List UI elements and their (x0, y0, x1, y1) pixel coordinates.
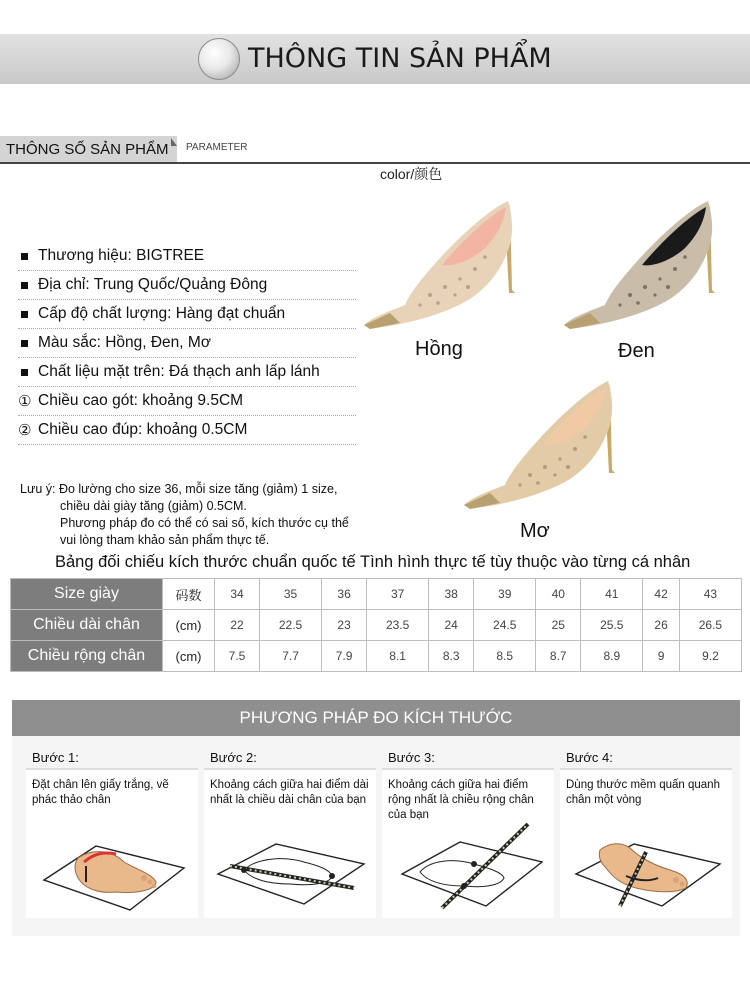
table-cell: 26.5 (679, 610, 741, 641)
spec-text: Thương hiệu: BIGTREE (38, 247, 205, 264)
square-bullet-icon (21, 369, 28, 376)
table-row (11, 610, 742, 641)
shoe-pink-image (360, 195, 530, 335)
parameter-subtitle: PARAMETER (186, 142, 248, 153)
table-cell: 25.5 (581, 610, 643, 641)
table-cell: 35 (260, 579, 322, 610)
step-title: Bước 2: (210, 750, 257, 765)
table-cell: 9.2 (679, 641, 741, 672)
step-3 (382, 748, 554, 918)
spec-row (18, 242, 356, 271)
table-cell: 9 (643, 641, 680, 672)
foot-outline-illustration (26, 818, 198, 918)
table-cell: 8.1 (367, 641, 429, 672)
row-unit: (cm) (163, 610, 215, 641)
square-bullet-icon (21, 311, 28, 318)
note-line: chiều dài giày tăng (giảm) 0.5CM. (60, 499, 247, 513)
step-title: Bước 4: (566, 750, 613, 765)
spec-text: Chiều cao gót: khoảng 9.5CM (38, 392, 244, 409)
step-title: Bước 3: (388, 750, 435, 765)
method-title: PHƯƠNG PHÁP ĐO KÍCH THƯỚC (12, 700, 740, 736)
square-bullet-icon (21, 340, 28, 347)
parameter-header (0, 136, 750, 164)
table-cell: 7.9 (322, 641, 367, 672)
table-cell: 7.5 (215, 641, 260, 672)
table-cell: 22.5 (260, 610, 322, 641)
table-row (11, 641, 742, 672)
spec-list (18, 242, 356, 445)
table-cell: 7.7 (260, 641, 322, 672)
step-2 (204, 748, 376, 918)
table-cell: 26 (643, 610, 680, 641)
step-card (26, 768, 198, 918)
table-cell: 23.5 (367, 610, 429, 641)
note-line: Phương pháp đo có thể có sai số, kích thước cụ thể (60, 516, 349, 530)
square-bullet-icon (21, 282, 28, 289)
spec-number: ② (18, 422, 32, 439)
table-cell: 36 (322, 579, 367, 610)
table-cell: 37 (367, 579, 429, 610)
spec-text: Địa chỉ: Trung Quốc/Quảng Đông (38, 276, 268, 293)
color-name: Đen (618, 340, 655, 362)
square-bullet-icon (21, 253, 28, 260)
step-4 (560, 748, 732, 918)
divider (0, 162, 750, 164)
spec-text: Chiều cao đúp: khoảng 0.5CM (38, 421, 248, 438)
spec-text: Cấp độ chất lượng: Hàng đạt chuẩn (38, 305, 286, 322)
table-cell: 42 (643, 579, 680, 610)
spec-row (18, 416, 356, 445)
step-card (382, 768, 554, 918)
spec-row (18, 271, 356, 300)
spec-text: Chất liệu mặt trên: Đá thạch anh lấp lánh (38, 363, 320, 380)
step-text: Khoảng cách giữa hai điểm rộng nhất là chiều rộng chân của bạn (388, 779, 534, 821)
color-name: Hồng (415, 338, 463, 360)
spec-number: ① (18, 393, 32, 410)
note-line: vui lòng tham khảo sản phẩm thực tế. (60, 533, 270, 547)
parameter-title: THÔNG SỐ SẢN PHẨM (0, 136, 177, 164)
table-cell: 8.3 (429, 641, 474, 672)
table-cell: 43 (679, 579, 741, 610)
shoe-apricot-image (460, 375, 630, 515)
table-cell: 34 (215, 579, 260, 610)
spec-row (18, 358, 356, 387)
step-1 (26, 748, 198, 918)
shoe-black-image (560, 195, 730, 335)
circle-icon (198, 38, 240, 80)
spec-row (18, 329, 356, 358)
step-card (560, 768, 732, 918)
table-cell: 24 (429, 610, 474, 641)
table-cell: 40 (536, 579, 581, 610)
size-chart-title: Bảng đối chiếu kích thước chuẩn quốc tế Tình hình thực tế tùy thuộc vào từng cá nhân (55, 553, 691, 571)
color-label: color/颜色 (380, 166, 443, 182)
step-text: Dùng thước mềm quấn quanh chân một vòng (566, 779, 720, 806)
row-unit: (cm) (163, 641, 215, 672)
table-cell: 22 (215, 610, 260, 641)
step-title: Bước 1: (32, 750, 79, 765)
foot-tape-illustration (560, 818, 732, 918)
step-card (204, 768, 376, 918)
row-unit: 码数 (163, 579, 215, 610)
table-cell: 23 (322, 610, 367, 641)
table-cell: 8.5 (474, 641, 536, 672)
method-steps (12, 736, 740, 936)
color-name: Mơ (520, 520, 550, 542)
step-text: Đặt chân lên giấy trắng, vẽ phác thảo chân (32, 779, 169, 806)
table-row (11, 579, 742, 610)
table-cell: 8.9 (581, 641, 643, 672)
table-cell: 8.7 (536, 641, 581, 672)
row-header: Chiều rộng chân (11, 641, 163, 672)
triangle-icon (171, 138, 177, 146)
table-cell: 38 (429, 579, 474, 610)
step-text: Khoảng cách giữa hai điểm dài nhất là chiều dài chân của bạn (210, 779, 369, 806)
foot-width-illustration (382, 818, 554, 918)
size-table (10, 578, 742, 672)
note-line: Lưu ý: Đo lường cho size 36, mỗi size tăng (giảm) 1 size, (20, 482, 338, 496)
title-banner (0, 34, 750, 84)
table-cell: 39 (474, 579, 536, 610)
table-cell: 24.5 (474, 610, 536, 641)
table-cell: 25 (536, 610, 581, 641)
foot-length-illustration (204, 818, 376, 918)
spec-row (18, 387, 356, 416)
row-header: Size giày (11, 579, 163, 610)
row-header: Chiều dài chân (11, 610, 163, 641)
spec-row (18, 300, 356, 329)
page-title: THÔNG TIN SẢN PHẨM (248, 43, 552, 74)
table-cell: 41 (581, 579, 643, 610)
spec-text: Màu sắc: Hồng, Đen, Mơ (38, 334, 211, 351)
measurement-note (20, 481, 390, 549)
